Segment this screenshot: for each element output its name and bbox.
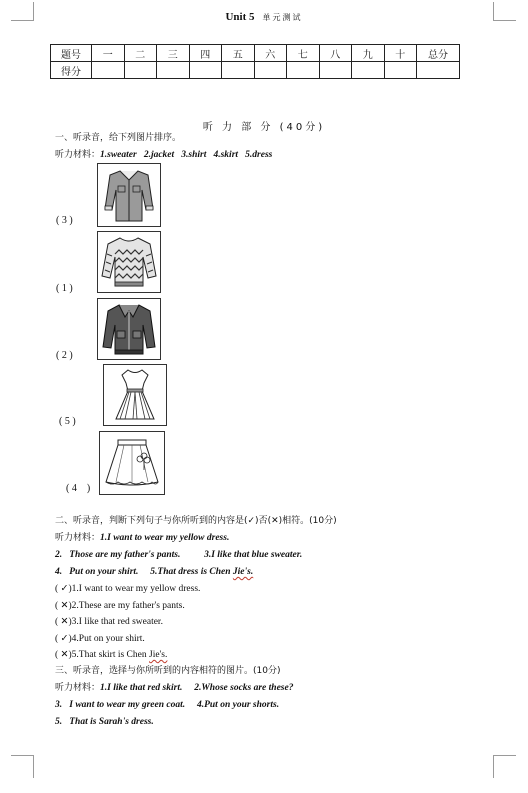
material-text: 1.sweater 2.jacket 3.shirt 4.skirt 5.dress — [100, 150, 273, 160]
score-cell: 八 — [319, 45, 352, 62]
score-cell: 得分 — [51, 62, 92, 79]
score-input-cell[interactable] — [157, 62, 190, 79]
answer-2[interactable]: ( 1 ) — [56, 283, 73, 294]
dress-icon — [104, 365, 166, 425]
score-cell: 四 — [189, 45, 222, 62]
skirt-image — [99, 431, 165, 495]
score-table-header-row — [51, 45, 460, 62]
judge-mark[interactable]: ( ✓) — [55, 584, 72, 594]
material-label: 听力材料： — [55, 533, 101, 543]
material-text: 1.I like that red skirt. 2.Whose socks are these? — [100, 683, 294, 693]
dress-image — [103, 364, 167, 426]
judge-item-4 — [55, 633, 145, 645]
judge-mark[interactable]: ( ✕) — [55, 601, 72, 611]
score-cell: 总分 — [417, 45, 460, 62]
unit-title: Unit 5 — [225, 11, 255, 23]
answer-5[interactable]: ( 4 ) — [66, 483, 91, 494]
shirt-icon — [98, 164, 160, 226]
unit-subtitle: 单元测试 — [262, 13, 303, 22]
judge-item-1 — [55, 583, 200, 595]
judge-item-5 — [55, 649, 167, 661]
part2-instruction: 二、听录音，判断下列句子与你所听到的内容是(✓)否(✕)相符。(10分) — [55, 516, 337, 526]
judge-text: 5.That skirt is Chen — [71, 650, 149, 660]
part2-material — [55, 532, 229, 544]
score-table — [50, 44, 460, 79]
score-input-cell[interactable] — [384, 62, 417, 79]
judge-text: 2.These are my father's pants. — [71, 601, 185, 611]
jacket-image — [97, 298, 161, 360]
part3-material — [55, 682, 293, 694]
judge-name: Jie's. — [149, 650, 168, 660]
jacket-icon — [98, 299, 160, 359]
sweater-image — [97, 231, 161, 293]
score-input-cell[interactable] — [254, 62, 287, 79]
judge-mark[interactable]: ( ✕) — [55, 650, 72, 660]
score-cell: 九 — [352, 45, 385, 62]
score-cell: 五 — [222, 45, 255, 62]
material-text: 1.I want to wear my yellow dress. — [100, 533, 230, 543]
part3-material-line: 3. I want to wear my green coat. 4.Put on your shorts. — [55, 700, 280, 710]
material-label: 听力材料： — [55, 683, 101, 693]
listening-section-title: 听 力 部 分 (40分) — [202, 122, 326, 133]
judge-item-3 — [55, 616, 163, 628]
score-cell: 六 — [254, 45, 287, 62]
score-input-cell[interactable] — [417, 62, 460, 79]
score-cell: 二 — [124, 45, 157, 62]
answer-3[interactable]: ( 2 ) — [56, 350, 73, 361]
score-cell: 题号 — [51, 45, 92, 62]
crop-mark-bottom-right — [493, 755, 516, 778]
part2-material-line: 2. Those are my father's pants. 3.I like that blue sweater. — [55, 550, 303, 560]
judge-item-2 — [55, 600, 185, 612]
skirt-icon — [100, 432, 164, 494]
score-input-cell[interactable] — [189, 62, 222, 79]
part3-instruction: 三、听录音，选择与你所听到的内容相符的图片。(10分) — [55, 666, 281, 676]
judge-text: 1.I want to wear my yellow dress. — [71, 584, 201, 594]
score-input-cell[interactable] — [92, 62, 125, 79]
material-label: 听力材料： — [55, 150, 101, 160]
material-text: 4. Put on your shirt. 5.That dress is Chen — [55, 567, 233, 577]
judge-mark[interactable]: ( ✓) — [55, 634, 72, 644]
score-input-cell[interactable] — [124, 62, 157, 79]
page-title — [0, 11, 528, 23]
sweater-icon — [98, 232, 160, 292]
judge-text: 3.I like that red sweater. — [71, 617, 163, 627]
score-input-cell[interactable] — [319, 62, 352, 79]
score-input-cell[interactable] — [287, 62, 320, 79]
part1-instruction: 一、听录音，给下列图片排序。 — [55, 133, 182, 143]
part1-material — [55, 149, 272, 161]
score-cell: 七 — [287, 45, 320, 62]
crop-mark-bottom-left — [11, 755, 34, 778]
answer-4[interactable]: ( 5 ) — [59, 416, 76, 427]
score-input-cell[interactable] — [352, 62, 385, 79]
score-cell: 十 — [384, 45, 417, 62]
score-input-cell[interactable] — [222, 62, 255, 79]
score-cell: 三 — [157, 45, 190, 62]
judge-text: 4.Put on your shirt. — [71, 634, 145, 644]
judge-mark[interactable]: ( ✕) — [55, 617, 72, 627]
part3-material-line: 5. That is Sarah's dress. — [55, 717, 154, 727]
material-name: Jie's. — [232, 567, 254, 577]
score-cell: 一 — [92, 45, 125, 62]
answer-1[interactable]: ( 3 ) — [56, 215, 73, 226]
score-table-score-row — [51, 62, 460, 79]
part2-material-line — [55, 566, 253, 578]
shirt-image — [97, 163, 161, 227]
